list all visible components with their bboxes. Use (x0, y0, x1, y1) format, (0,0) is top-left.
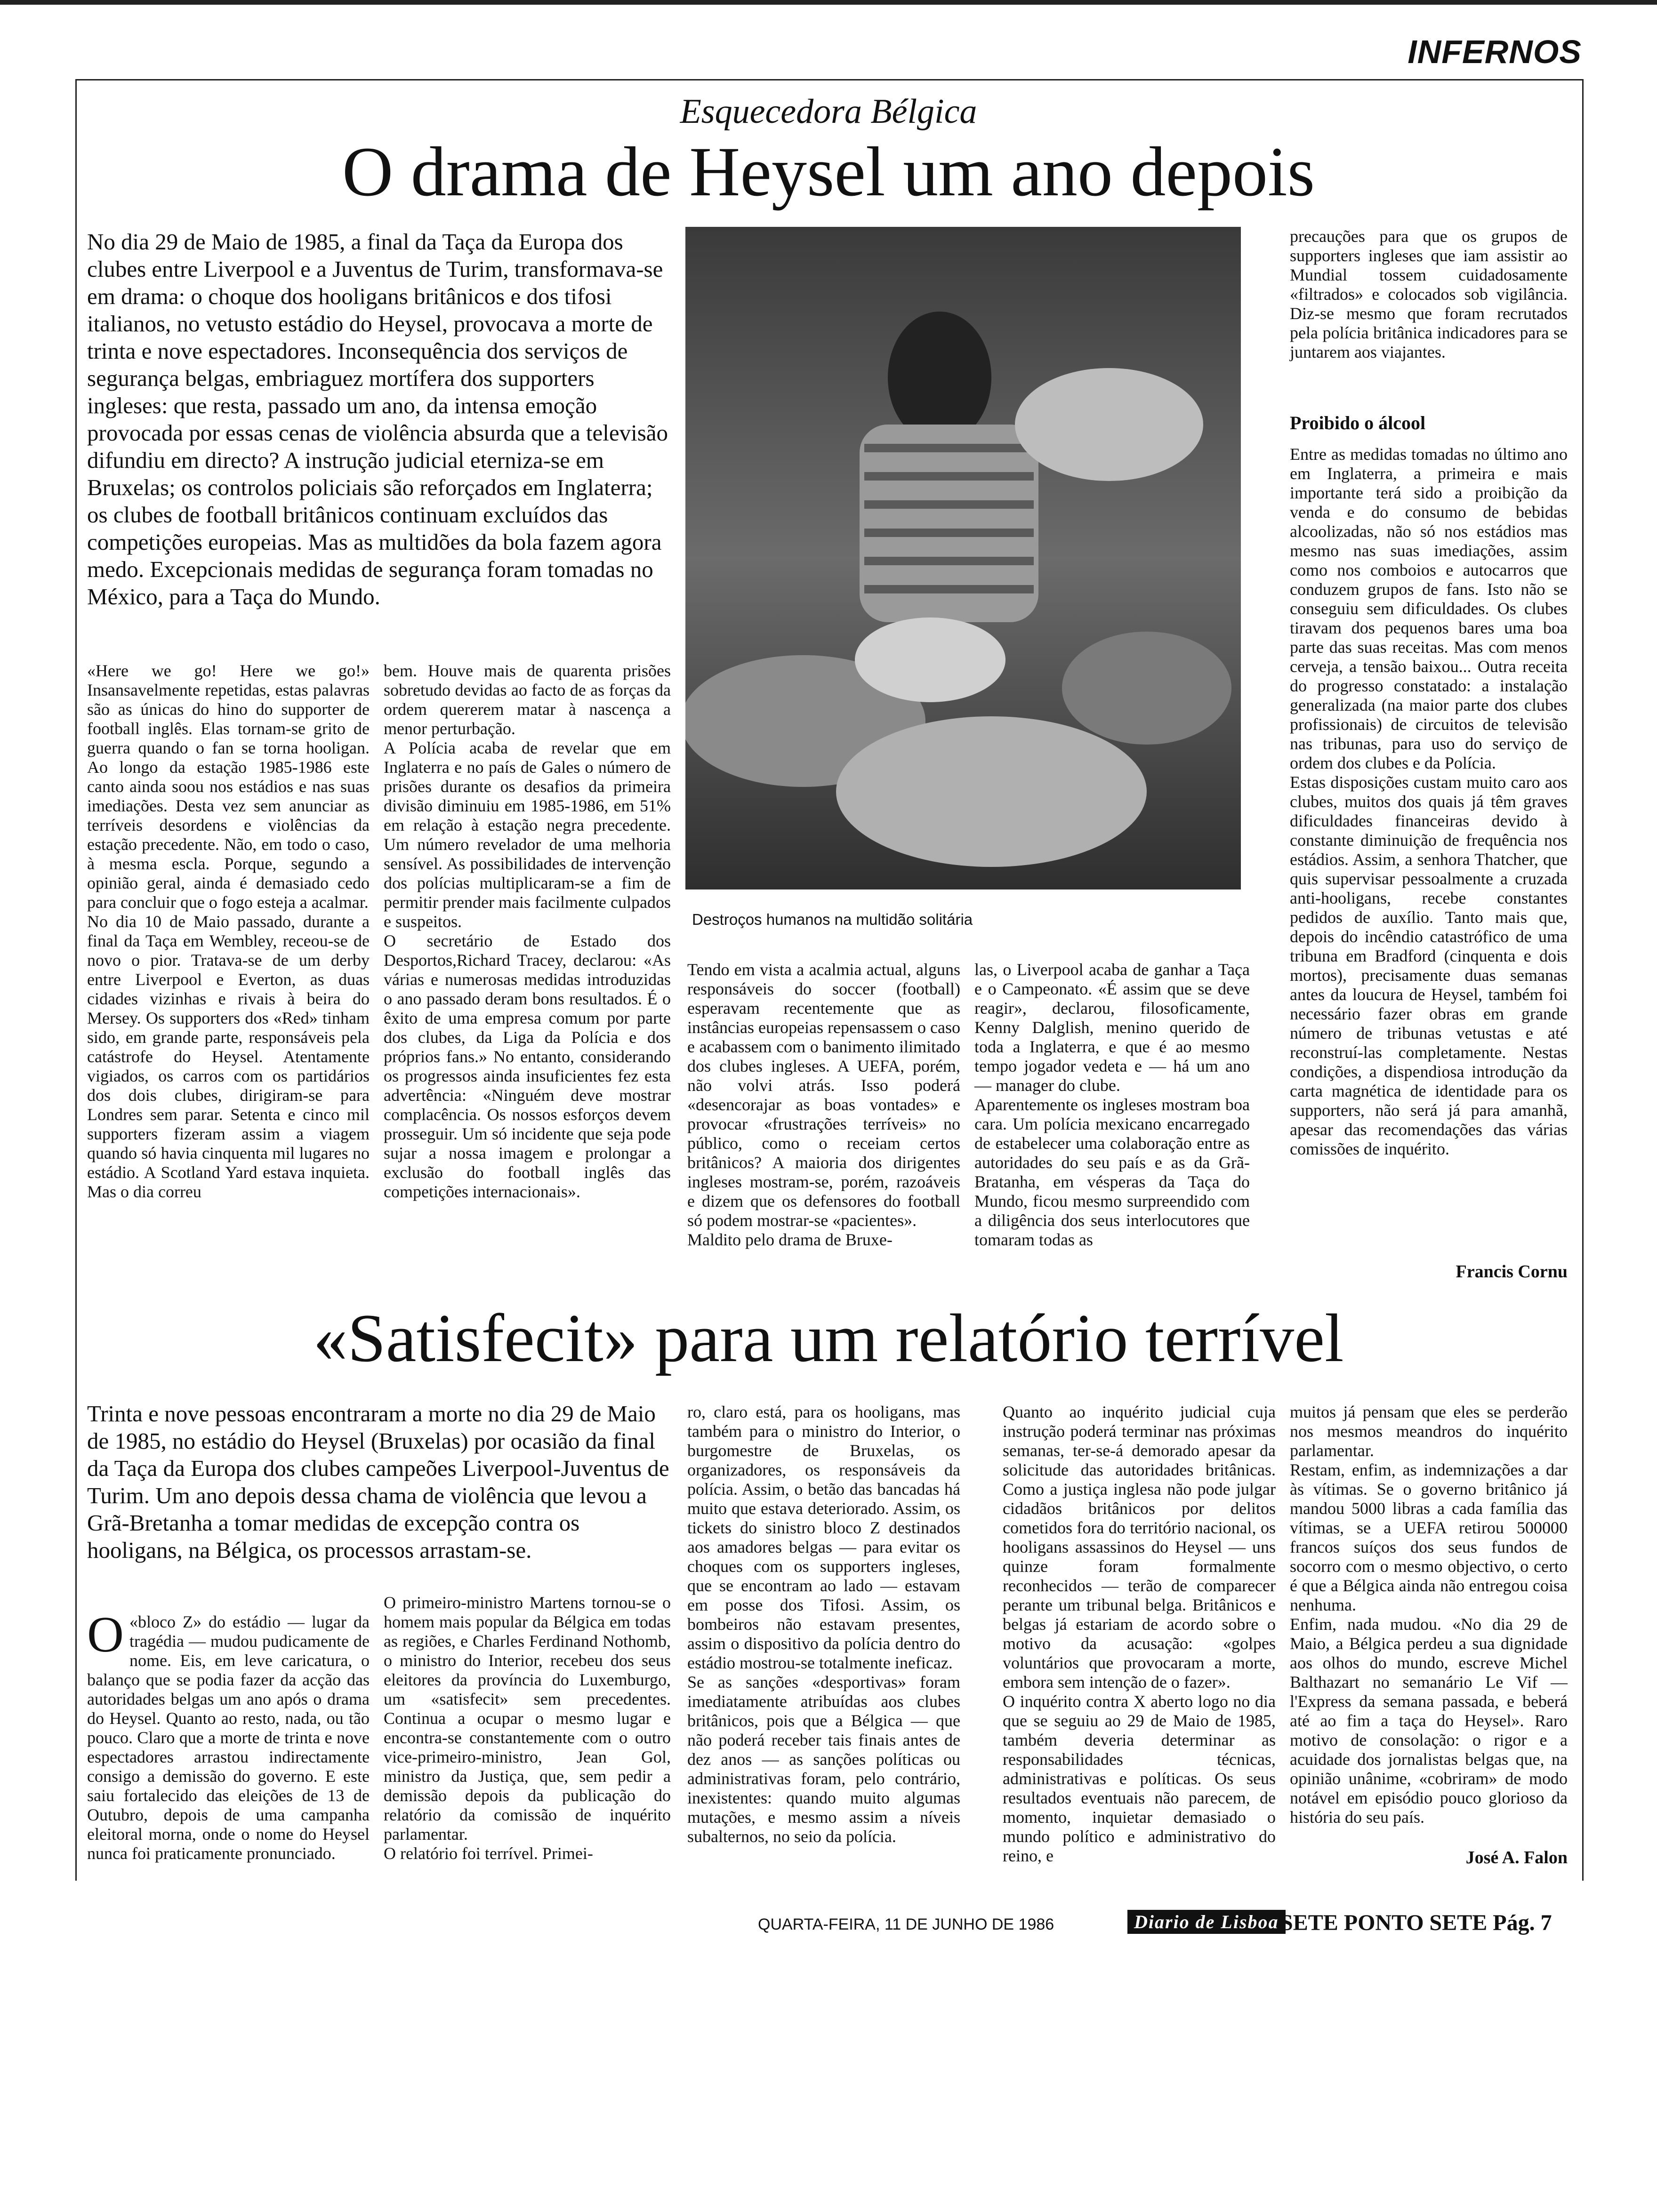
top-rule (0, 0, 1657, 5)
article1-subhead: Proibido o álcool (1290, 412, 1426, 433)
article2-column-1 (87, 1593, 370, 1863)
article1-column-3: Tendo em vista a acalmia actual, alguns responsáveis do soccer (football) esperavam recentemente que as instâncias europeias repensassem o caso e acabassem com o banimento ilimitado dos clubes ingleses. A UEFA, porém, não volvi atrás. Isso poderá «desencorajar as boas vontades» e provocar «frustrações terríveis» no público, como o receiam certos britânicos? A maioria dos dirigentes ingleses mostram-se, porém, razoáveis e dizem que os defensores do football só podem mostrar-se «pacientes». Maldito pelo drama de Bruxe- (687, 960, 960, 1249)
footer-supplement (1280, 1910, 1552, 1936)
masthead-logo: Diario de Lisboa (1127, 1910, 1286, 1934)
photo-placeholder (685, 227, 1241, 890)
article2-column-2: O primeiro-ministro Martens tornou-se o homem mais popular da Bélgica em todas as regiões, e Charles Ferdinand Nothomb, o ministro do Interior, recebeu dos seus eleitores da província do Luxemburgo, um «satisfecit» sem precedentes. Continua a ocupar o mesmo lugar e encontra-se constantemente com o outro vice-primeiro-ministro, Jean Gol, ministro da Justiça, que, sem pedir a demissão depois da publicação do relatório da comissão de inquérito parlamentar. O relatório foi terrível. Primei- (384, 1593, 671, 1863)
article1-kicker: Esquecedora Bélgica (680, 92, 977, 131)
article2-column-4: Quanto ao inquérito judicial cuja instrução poderá terminar nas próximas semanas, ter-se-á demorado apesar da solicitude das autoridades britânicas. Como a justiça inglesa não pode julgar cidadãos britânicos por delitos cometidos fora do território nacional, os hooligans assassinos do Heysel — uns quinze foram formalmente reconhecidos — terão de comparecer perante um tribunal belga. Britânicos e belgas já estariam de acordo sobre o motivo da acusação: «golpes voluntários que provocaram a morte, embora sem intenção de o fazer». O inquérito contra X aberto logo no dia que se seguiu ao 29 de Maio de 1985, também deveria determinar as responsabilidades técnicas, administrativas e políticas. Os seus resultados eventuais não parecem, de momento, inquietar demasiado o mundo político e administrativo do reino, e (1003, 1403, 1276, 1865)
article1-column-5a: precauções para que os grupos de supporters ingleses que iam assistir ao Mundial tossem cuidadosamente «filtrados» e colocados sob vigilância. Diz-se mesmo que foram recrutados pela polícia britânica indicadores para se juntarem aos viajantes. (1290, 227, 1568, 361)
article2-column-3: ro, claro está, para os hooligans, mas também para o ministro do Interior, o burgomestre de Bruxelas, os organizadores, os responsáveis da polícia. Assim, o betão das bancadas há muito que estava deteriorado. Assim, os tickets do sinistro bloco Z destinados aos amadores belgas — para evitar os choques com os supporters ingleses, que se encontram ao lado — estavam em posse dos Tifosi. Assim, os bombeiros não estavam presentes, assim o dispositivo da polícia dentro do estádio mostrou-se totalmente ineficaz. Se as sanções «desportivas» foram imediatamente atribuídas aos clubes britânicos, pois que a Bélgica — que não poderá receber tais finais antes de dez anos — as sanções políticas ou administrativas foram, pelo contrário, inexistentes: quando muito algumas mutações, e mesmo assim a níveis subalternos, no seio da polícia. (687, 1403, 960, 1846)
article2-lede: Trinta e nove pessoas encontraram a morte no dia 29 de Maio de 1985, no estádio do Heysel (Bruxelas) por ocasião da final da Taça da Europa dos clubes campeões Liverpool-Juventus de Turim. Um ano depois dessa chama de violência que levou a Grã-Bretanha a tomar medidas de excepção contra os hooligans, na Bélgica, os processos arrastam-se. (87, 1401, 669, 1563)
article2-dropcap: O (87, 1607, 124, 1663)
footer-date: QUARTA-FEIRA, 11 DE JUNHO DE 1986 (758, 1915, 1054, 1933)
article1-lede: No dia 29 de Maio de 1985, a final da Taça da Europa dos clubes entre Liverpool e a Juventus de Turim, transformava-se em drama: o choque dos hooligans britânicos e dos tifosi italianos, no vetusto estádio do Heysel, provocava a morte de trinta e nove espectadores. Inconsequência dos serviços de segurança belgas, embriaguez mortífera dos supporters ingleses: que resta, passado um ano, da intensa emoção provocada por essas cenas de violência absurda que a televisão difundiu em directo? A instrução judicial eterniza-se em Bruxelas; os controlos policiais são reforçados em Inglaterra; os clubes de football britânicos continuam excluídos das competições europeias. Mas as multidões da bola fazem agora medo. Excepcionais medidas de segurança foram tomadas no México, para a Taça do Mundo. (87, 229, 668, 609)
article1-column-2: bem. Houve mais de quarenta prisões sobretudo devidas ao facto de as forças da ordem quererem matar à nascença a menor perturbação. A Polícia acaba de revelar que em Inglaterra e no país de Gales o número de prisões durante os desafios da primeira divisão diminuiu em 1985-1986, em 51% em relação à estação negra precedente. Um número revelador de uma melhoria sensível. As possibilidades de intervenção dos polícias multiplicaram-se a fim de permitir prender mais facilmente culpados e suspeitos. O secretário de Estado dos Desportos,Richard Tracey, declarou: «As várias e numerosas medidas introduzidas o ano passado deram bons resultados. É o êxito de uma empresa comum por parte dos clubes, da Liga da Polícia e dos próprios fans.» No entanto, considerando os progressos ainda insuficientes fez esta advertência: «Ninguém deve mostrar complacência. Os nossos esforços devem prosseguir. Um só incidente que seja pode sujar a nossa imagem e prolongar a exclusão do football inglês das competições internacionais». (384, 661, 671, 1201)
article1-headline: O drama de Heysel um ano depois (342, 133, 1315, 211)
article1-column-1: «Here we go! Here we go!» Insansavelmente repetidas, estas palavras são as únicas do hino do supporter de football inglês. Elas tornam-se grito de guerra quando o fan se torna hooligan. Ao longo da estação 1985-1986 este canto ainda soou nos estádios e nas suas imediações. Desta vez sem anunciar as terríveis desordens e violências da estação precedente. Não, em todo o caso, à mesma escla. Porque, segundo a opinião geral, ainda é demasiado cedo para concluir que o fogo esteja a acalmar. No dia 10 de Maio passado, durante a final da Taça em Wembley, receou-se de novo o pior. Tratava-se de um derby entre Liverpool e Everton, as duas cidades vizinhas e rivais à beira do Mersey. Os supporters dos «Red» tinham sido, em grande parte, responsáveis pela catástrofe do Heysel. Atentamente vigiados, os carros com os partidários dos dois clubes, dirigiram-se para Londres sem parar. Setenta e cinco mil supporters fizeram assim a viagem quando só havia cinquenta mil lugares no estádio. A Scotland Yard estava inquieta. Mas o dia correu (87, 661, 370, 1201)
photo-caption: Destroços humanos na multidão solitária (692, 911, 973, 928)
article1-byline: Francis Cornu (1456, 1262, 1568, 1282)
section-label: INFERNOS (1408, 33, 1582, 70)
page-number: Pág. 7 (1493, 1910, 1552, 1935)
article2-column-5: muitos já pensam que eles se perderão nos mesmos meandros do inquérito parlamentar. Restam, enfim, as indemnizações a dar às vítimas. Se o governo britânico já mandou 5000 libras a cada família das vítimas, se a UEFA retirou 500000 francos suíços dos seus fundos de socorro com o mesmo objectivo, o certo é que a Bélgica ainda não entregou coisa nenhuma. Enfim, nada mudou. «No dia 29 de Maio, a Bélgica perdeu a sua dignidade aos olhos do mundo, escreve Michel Balthazart no semanário Le Vif — l'Express da semana passada, e beberá até ao fim a taça do Heysel». Raro motivo de consolação: o rigor e a acuidade dos jornalistas belgas que, na opinião unânime, «cobriram» de modo notável em episódio pouco glorioso da história do seu país. (1290, 1403, 1568, 1827)
article2-headline: «Satisfecit» para um relatório terrível (313, 1300, 1344, 1376)
supplement-name: SETE PONTO SETE (1280, 1910, 1488, 1935)
article2-column-1-text: «bloco Z» do estádio — lugar da tragédia — mudou pudicamente de nome. Eis, em leve caricatura, o balanço que se podia fazer da acção das autoridades belgas um ano após o drama do Heysel. Quanto ao resto, nada, ou tão pouco. Claro que a morte de trinta e nove espectadores arrastou indirectamente consigo a demissão do governo. E este saiu fortalecido das eleições de 13 de Outubro, depois de uma campanha eleitoral morna, onde o nome do Heysel nunca foi praticamente pronunciado. (87, 1612, 370, 1863)
article1-column-4: las, o Liverpool acaba de ganhar a Taça e o Campeonato. «É assim que se deve reagir», declarou, filosoficamente, Kenny Dalglish, menino querido de toda a Inglaterra, e que é ao mesmo tempo jogador vedeta e — há um ano — manager do clube. Aparentemente os ingleses mostram boa cara. Um polícia mexicano encarregado de estabelecer uma colaboração entre as autoridades do seu país e as da Grã-Bratanha, em vésperas da Taça do Mundo, ficou mesmo surpreendido com a diligência dos seus interlocutores que tomaram todas as (974, 960, 1250, 1249)
article1-column-5b: Entre as medidas tomadas no último ano em Inglaterra, a primeira e mais importante terá sido a proibição da venda e do consumo de bebidas alcoolizadas, não só nos estádios mas mesmo nas suas imediações, assim como nos comboios e autocarros que conduzem grupos de fans. Isto não se conseguiu sem dificuldades. Os clubes tiravam dos pequenos bares uma boa parte das suas receitas. Mas com menos cerveja, a tensão baixou... Outra receita do progresso constatado: a instalação generalizada (na maior parte dos clubes profissionais) de circuitos de televisão nas tribunas, para uso do serviço de ordem dos clubes e da Polícia. Estas disposições custam muito caro aos clubes, muitos dos quais já têm graves dificuldades financeiras devido à constante diminuição de frequência nos estádios. Assim, a senhora Thatcher, que quis supervisar pessoalmente a cruzada anti-hooligans, recebe constantes pedidos de auxílio. Tanto mais que, depois do incêndio catastrófico de uma tribuna em Bradford (cinquenta e dois mortos), precisamente duas semanas antes da loucura de Heysel, também foi necessário fazer obras em grande número de tribunas vetustas e até reconstruí-las completamente. Nestas condições, a dispendiosa introdução da carta magnética de identidade para os supporters, não será já para amanhã, apesar das recomendações das várias comissões de inquérito. (1290, 445, 1568, 1158)
photo-crowd-heysel (685, 227, 1241, 890)
article2-byline: José A. Falon (1465, 1848, 1568, 1867)
